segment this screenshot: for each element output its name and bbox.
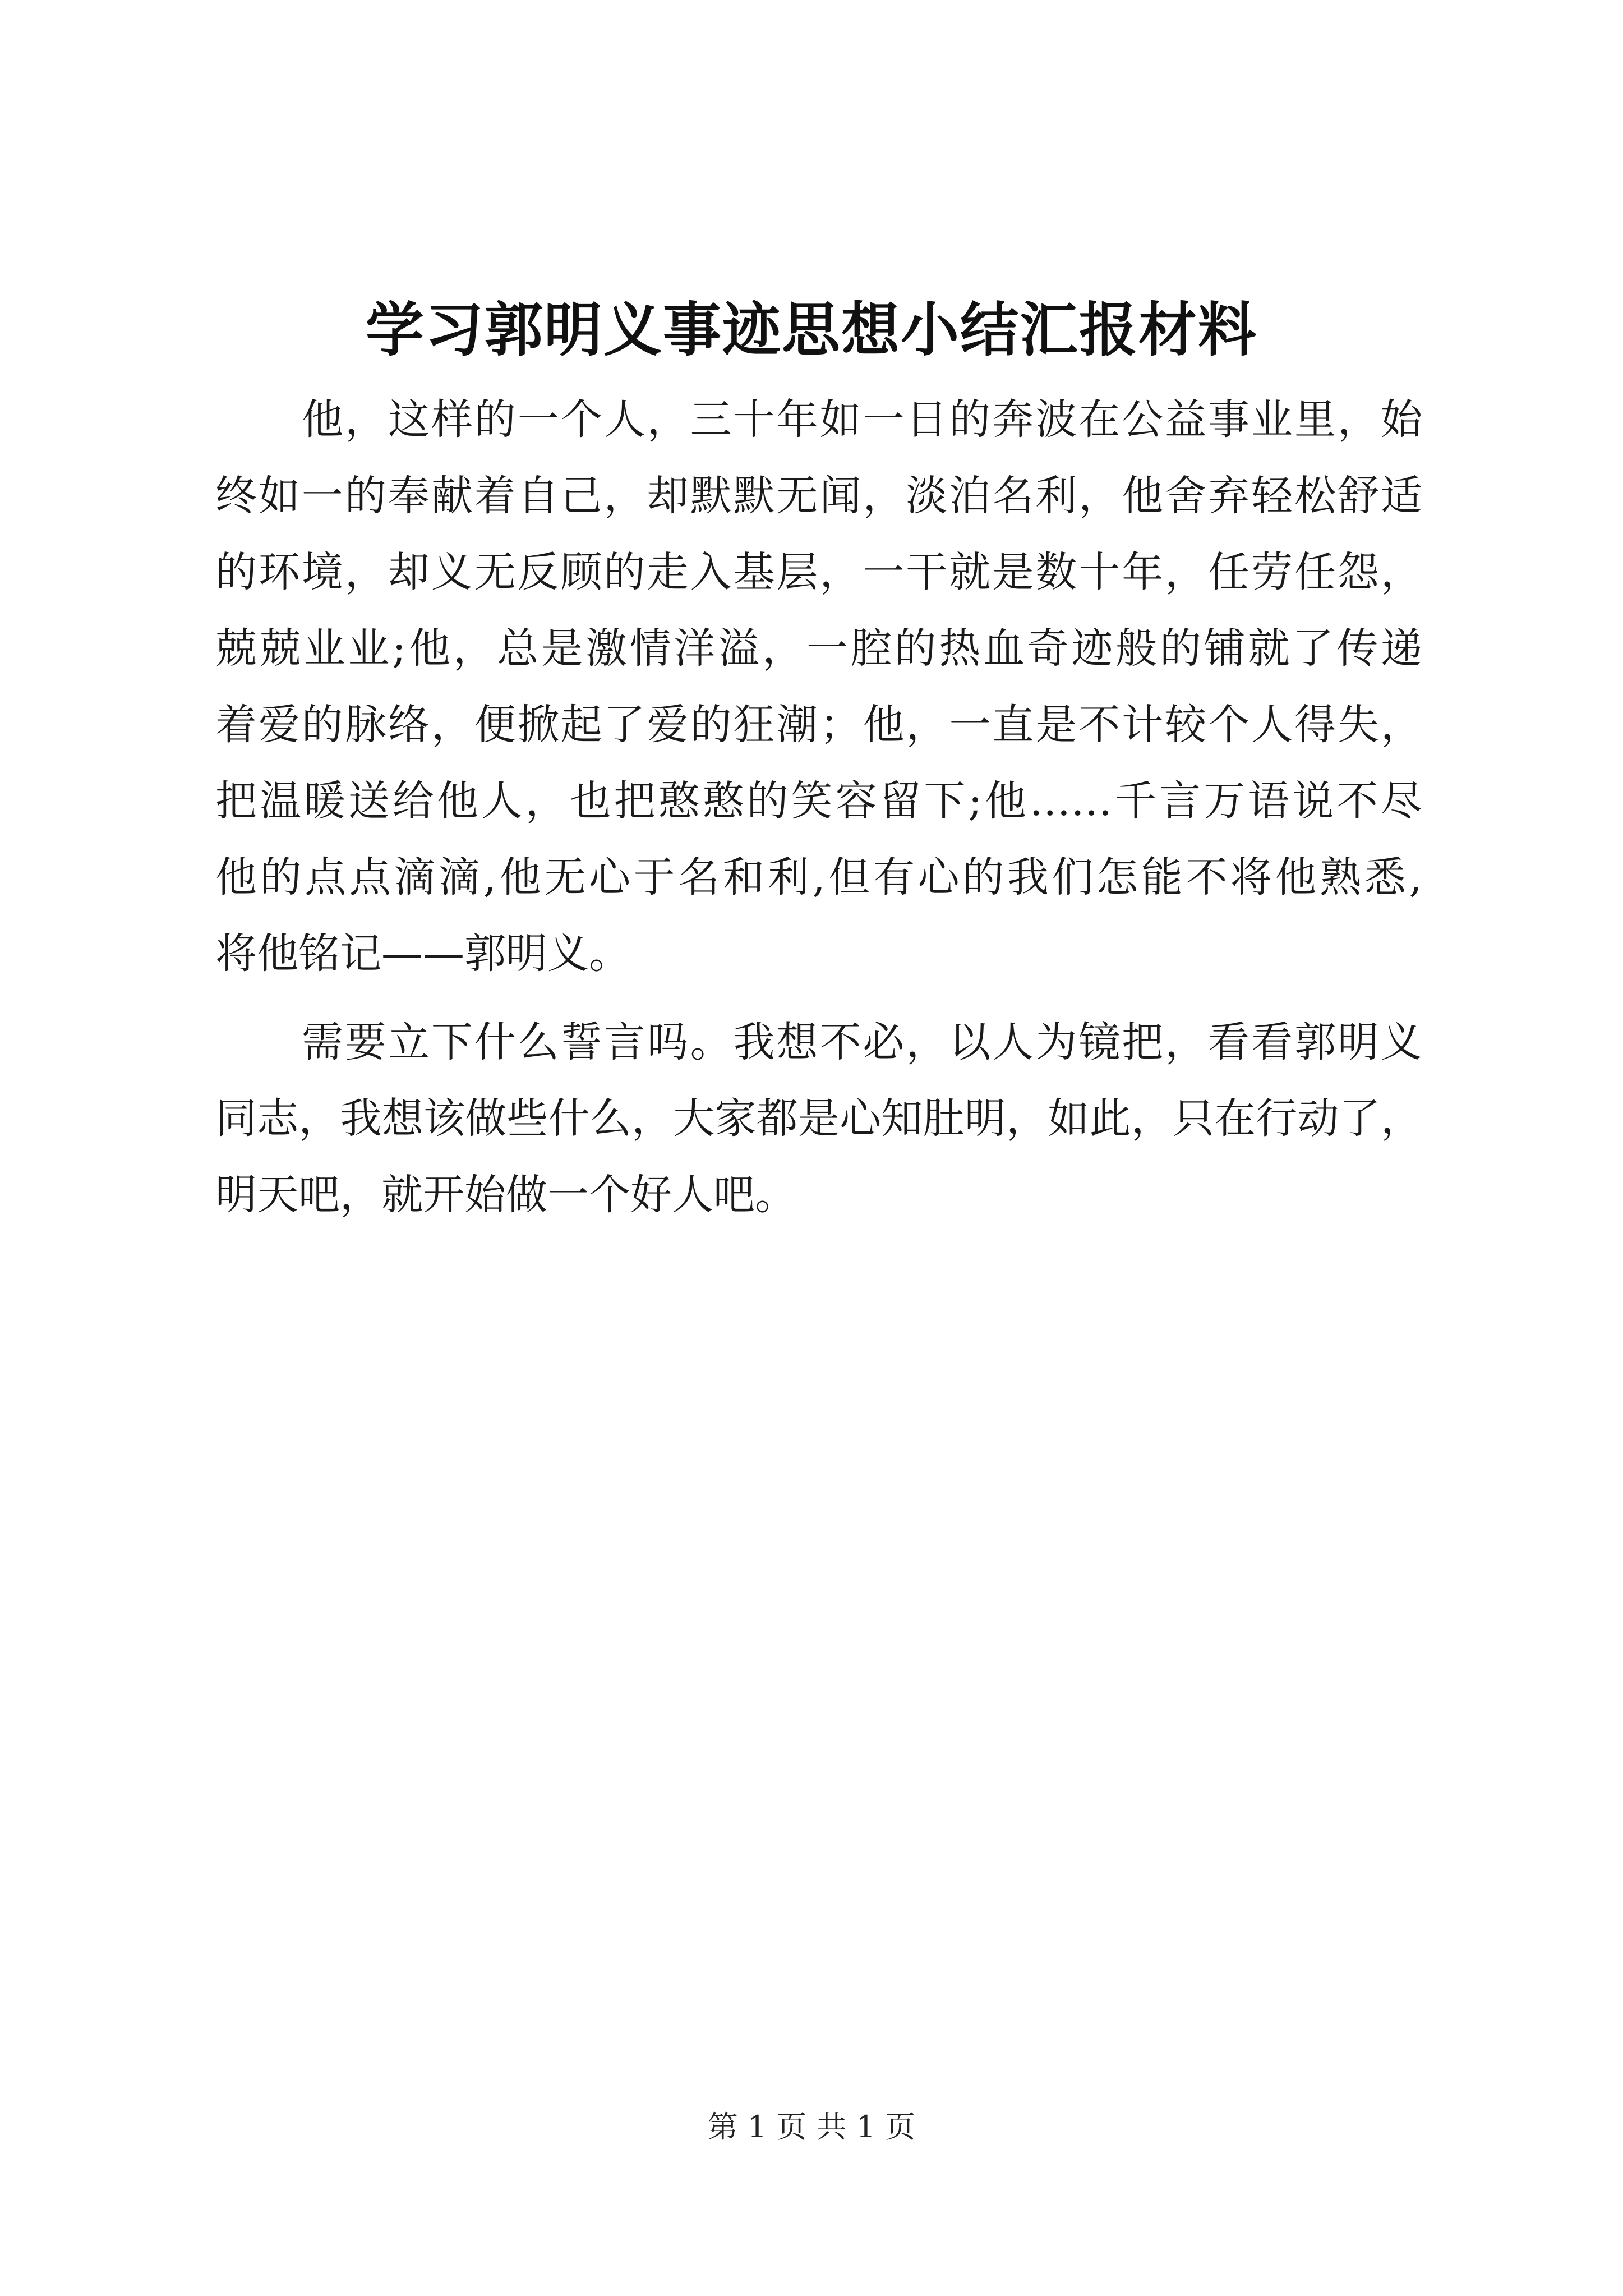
paragraph-line: 他的点点滴滴,他无心于名和利,但有心的我们怎能不将他熟悉, (215, 853, 1422, 901)
document-body (215, 381, 1422, 1233)
paragraph-line: 他，这样的一个人，三十年如一日的奔波在公益事业里，始 (302, 395, 1422, 444)
paragraph-line: 终如一的奉献着自己，却默默无闻，淡泊名利，他舍弃轻松舒适 (215, 472, 1422, 520)
paragraph-2 (215, 1004, 1422, 1233)
paragraph-line: 明天吧，就开始做一个好人吧。 (215, 1171, 796, 1219)
paragraph-line: 同志，我想该做些什么，大家都是心知肚明，如此，只在行动了， (215, 1094, 1422, 1143)
paragraph-line: 需要立下什么誓言吗。我想不必，以人为镜把，看看郭明义 (302, 1018, 1422, 1066)
paragraph-line: 兢兢业业;他，总是激情洋溢，一腔的热血奇迹般的铺就了传递 (215, 624, 1422, 673)
paragraph-line: 把温暖送给他人，也把憨憨的笑容留下;他……千言万语说不尽 (215, 777, 1422, 825)
document-title: 学习郭明义事迹思想小结汇报材料 (365, 295, 1257, 364)
paragraph-line: 将他铭记——郭明义。 (215, 930, 630, 978)
paragraph-line: 着爱的脉络，便掀起了爱的狂潮；他，一直是不计较个人得失， (215, 701, 1422, 749)
paragraph-line: 的环境，却义无反顾的走入基层，一干就是数十年，任劳任怨， (215, 548, 1422, 596)
paragraph-spacer (215, 992, 1422, 1004)
paragraph-1 (215, 381, 1422, 992)
page-number-footer: 第 1 页 共 1 页 (707, 2109, 916, 2145)
